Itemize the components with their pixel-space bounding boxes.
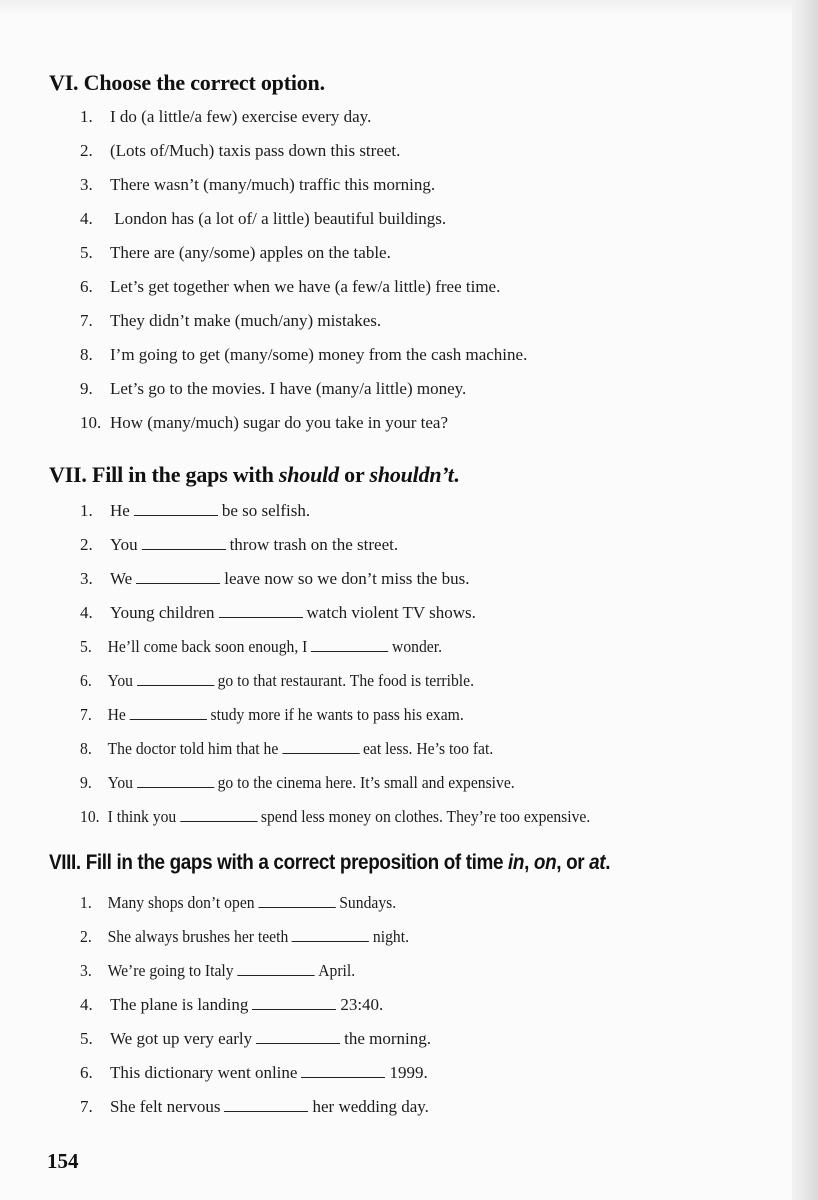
list-item <box>80 995 383 1015</box>
answer-blank[interactable] <box>282 752 359 754</box>
item-text-before: He’ll come back soon enough, I <box>107 637 308 656</box>
answer-blank[interactable] <box>142 548 226 550</box>
list-item <box>80 277 500 297</box>
list-item <box>80 107 371 127</box>
item-text: (Lots of/Much) taxis pass down this street. <box>110 141 401 160</box>
list-item <box>80 705 464 725</box>
item-number: 1. <box>80 501 93 520</box>
list-item <box>80 311 381 331</box>
item-text: There wasn’t (many/much) traffic this morning. <box>110 175 436 194</box>
list-item <box>80 413 448 433</box>
answer-blank[interactable] <box>258 906 335 908</box>
heading-text: , <box>524 851 534 874</box>
heading-keyword: in <box>508 851 525 874</box>
item-number: 9. <box>80 773 92 792</box>
item-number: 6. <box>80 671 92 690</box>
item-text-after: spend less money on clothes. They’re too expensive. <box>260 807 591 826</box>
list-item <box>80 893 396 913</box>
page-number: 154 <box>47 1149 79 1173</box>
item-text-before: We got up very early <box>110 1029 253 1048</box>
heading-keyword: shouldn’t <box>369 462 454 487</box>
answer-blank[interactable] <box>256 1042 340 1044</box>
item-text: There are (any/some) apples on the table. <box>110 243 391 262</box>
list-item <box>80 637 442 657</box>
list-item <box>80 807 590 827</box>
item-text-before: She felt nervous <box>110 1097 221 1116</box>
item-number: 5. <box>80 1029 93 1048</box>
list-item <box>80 603 476 623</box>
item-number: 3. <box>80 569 93 588</box>
item-number: 6. <box>80 1063 93 1082</box>
item-text-before: We <box>110 569 133 588</box>
list-item <box>80 1063 428 1083</box>
item-text-before: She always brushes her teeth <box>107 927 289 946</box>
heading-keyword: should <box>278 462 339 487</box>
item-text-after: Sundays. <box>339 893 397 912</box>
answer-blank[interactable] <box>137 684 214 686</box>
answer-blank[interactable] <box>292 940 369 942</box>
list-item <box>80 243 391 263</box>
item-text-after: 1999. <box>389 1063 428 1082</box>
heading-text: , or <box>556 851 590 874</box>
item-number: 3. <box>80 175 93 194</box>
item-text-after: April. <box>318 961 356 980</box>
heading-text: VIII. Fill in the gaps with a correct preposition of time <box>49 851 509 874</box>
item-text-after: watch violent TV shows. <box>306 603 476 622</box>
answer-blank[interactable] <box>219 616 303 618</box>
item-text-after: throw trash on the street. <box>229 535 399 554</box>
heading-text: VII. Fill in the gaps with <box>49 462 279 487</box>
item-number: 10. <box>80 807 100 826</box>
item-number: 2. <box>80 141 93 160</box>
item-text-before: You <box>107 671 133 690</box>
section-viii-heading <box>49 851 610 875</box>
answer-blank[interactable] <box>134 514 218 516</box>
item-number: 3. <box>80 961 92 980</box>
answer-blank[interactable] <box>137 786 214 788</box>
list-item <box>80 961 355 981</box>
item-number: 10. <box>80 413 102 432</box>
list-item <box>80 379 466 399</box>
item-number: 2. <box>80 535 93 554</box>
item-text-before: We’re going to Italy <box>107 961 234 980</box>
list-item <box>80 175 435 195</box>
item-text-after: the morning. <box>344 1029 432 1048</box>
item-text-before: He <box>107 705 126 724</box>
item-text: They didn’t make (much/any) mistakes. <box>110 311 382 330</box>
list-item <box>80 501 310 521</box>
list-item <box>80 739 493 759</box>
item-text: I do (a little/a few) exercise every day. <box>110 107 372 126</box>
item-text-after: 23:40. <box>340 995 384 1014</box>
item-number: 5. <box>80 637 92 656</box>
item-text-after: wonder. <box>392 637 442 656</box>
item-number: 2. <box>80 927 92 946</box>
item-number: 8. <box>80 345 93 364</box>
item-text: How (many/much) sugar do you take in your tea? <box>110 413 449 432</box>
item-text-before: The plane is landing <box>110 995 249 1014</box>
item-number: 7. <box>80 311 93 330</box>
heading-keyword: on <box>533 851 557 874</box>
item-text-after: study more if he wants to pass his exam. <box>210 705 464 724</box>
item-number: 9. <box>80 379 93 398</box>
item-text-before: He <box>110 501 130 520</box>
item-number: 4. <box>80 209 93 228</box>
item-number: 7. <box>80 705 92 724</box>
item-text-before: This dictionary went online <box>110 1063 298 1082</box>
list-item <box>80 345 527 365</box>
heading-text: . <box>605 851 611 874</box>
item-text-after: go to the cinema here. It’s small and expensive. <box>217 773 515 792</box>
answer-blank[interactable] <box>224 1110 308 1112</box>
item-text-before: I think you <box>107 807 177 826</box>
section-vii-heading <box>49 462 459 488</box>
item-text-after: leave now so we don’t miss the bus. <box>224 569 470 588</box>
item-number: 1. <box>80 107 93 126</box>
answer-blank[interactable] <box>311 650 388 652</box>
answer-blank[interactable] <box>301 1076 385 1078</box>
list-item <box>80 535 398 555</box>
list-item <box>80 1097 429 1117</box>
list-item <box>80 671 474 691</box>
list-item <box>80 773 515 793</box>
item-text-before: Young children <box>110 603 215 622</box>
item-number: 1. <box>80 893 92 912</box>
item-number: 4. <box>80 603 93 622</box>
item-text: London has (a lot of/ a little) beautiful buildings. <box>110 209 447 228</box>
item-number: 6. <box>80 277 93 296</box>
heading-text: . <box>453 462 459 487</box>
item-text-after: go to that restaurant. The food is terrible. <box>217 671 475 690</box>
item-text-before: You <box>110 535 138 554</box>
item-number: 7. <box>80 1097 93 1116</box>
list-item <box>80 927 409 947</box>
answer-blank[interactable] <box>252 1008 336 1010</box>
item-text-before: The doctor told him that he <box>107 739 279 758</box>
section-vi-heading: VI. Choose the correct option. <box>49 70 325 95</box>
item-number: 4. <box>80 995 93 1014</box>
list-item <box>80 209 446 229</box>
item-text: I’m going to get (many/some) money from the cash machine. <box>110 345 528 364</box>
heading-text: or <box>338 462 370 487</box>
item-text-after: night. <box>372 927 409 946</box>
item-text-before: You <box>107 773 133 792</box>
item-number: 8. <box>80 739 92 758</box>
answer-blank[interactable] <box>237 974 314 976</box>
item-text-before: Many shops don’t open <box>107 893 255 912</box>
item-text: Let’s go to the movies. I have (many/a little) money. <box>110 379 467 398</box>
answer-blank[interactable] <box>130 718 207 720</box>
heading-keyword: at <box>589 851 606 874</box>
answer-blank[interactable] <box>180 820 257 822</box>
list-item <box>80 1029 431 1049</box>
item-text-after: be so selfish. <box>221 501 311 520</box>
item-text-after: her wedding day. <box>312 1097 429 1116</box>
item-text-after: eat less. He’s too fat. <box>362 739 494 758</box>
item-text: Let’s get together when we have (a few/a little) free time. <box>110 277 501 296</box>
list-item <box>80 569 469 589</box>
item-number: 5. <box>80 243 93 262</box>
answer-blank[interactable] <box>136 582 220 584</box>
list-item <box>80 141 400 161</box>
